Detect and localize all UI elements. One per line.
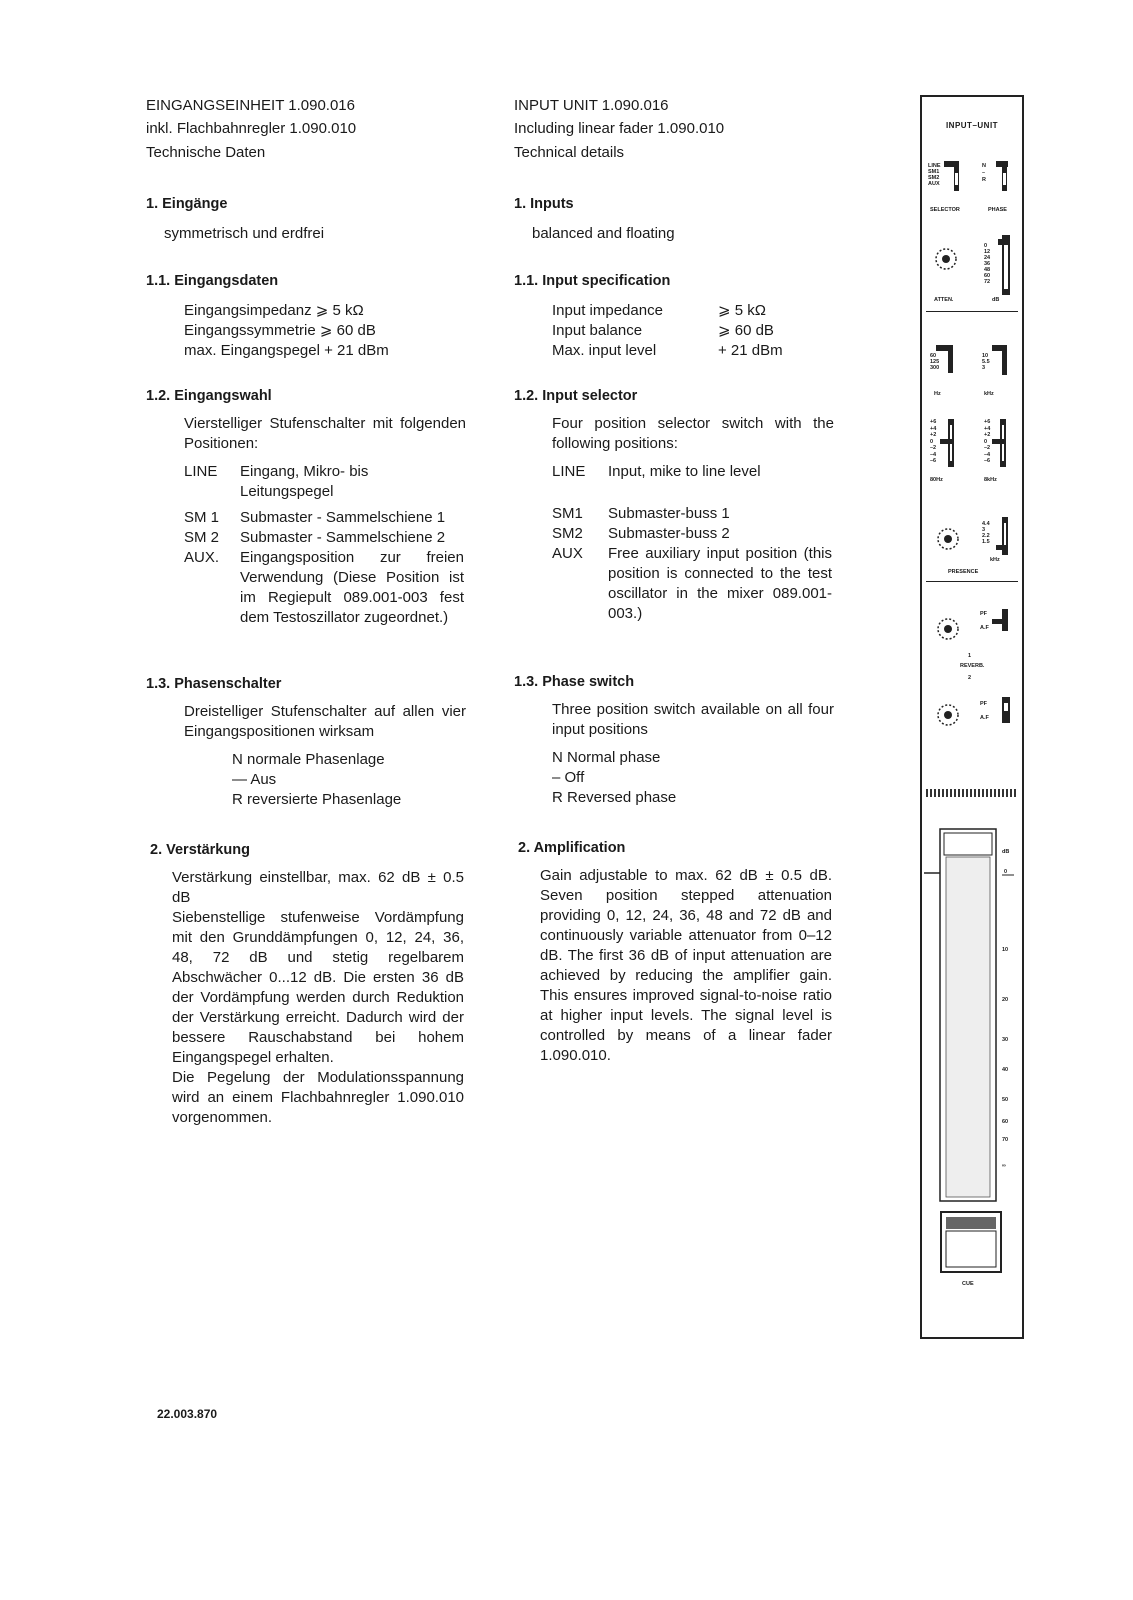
presence-knob-icon (926, 517, 972, 563)
reverb-number-2: 2 (968, 675, 972, 681)
de-section-1-2-intro: Vierstelliger Stufenschalter mit folgenden Positionen: (184, 415, 466, 452)
de-selector-row: SM 2 Submaster - Sammelschiene 2 (184, 529, 446, 546)
selector-label: SELECTOR (930, 207, 960, 213)
de-phase-reversed: R reversierte Phasenlage (232, 791, 402, 808)
eq-high-label: 8kHz (984, 477, 997, 483)
attenuator-knob-icon (926, 237, 966, 281)
de-section-2-heading: 2. Verstärkung (150, 842, 250, 858)
de-section-1-2 (146, 386, 486, 628)
en-section-2-heading: 2. Amplification (518, 840, 626, 856)
attenuator-slider-icon (998, 235, 1014, 297)
fader-scale-inf: ∞ (1002, 1163, 1006, 1169)
atten-unit-label: dB (992, 297, 1000, 303)
de-section-1-body: symmetrisch und erdfrei (164, 225, 325, 242)
fader-scale-50: 50 (1002, 1097, 1009, 1103)
de-phase-normal: N normale Phasenlage (232, 751, 385, 768)
cue-button-icon (940, 1211, 1002, 1275)
de-section-1-3-heading: 1.3. Phasenschalter (146, 676, 282, 692)
de-selector-row: AUX. Eingangsposition zur freien Verwendung (Diese Position ist im Regiepult 089.001-003 fest dem Testoszillator zugeordnet.) (184, 549, 464, 626)
presence-values: 4.4 3 2.2 1.5 (982, 521, 990, 545)
en-title: INPUT UNIT 1.090.016 (514, 97, 669, 114)
panel-title: INPUT–UNIT (945, 121, 999, 130)
atten-label: ATTEN. (934, 297, 954, 303)
de-section-1-heading: 1. Eingänge (146, 196, 228, 212)
eq-slider-icon (922, 417, 1022, 469)
en-section-1-3-intro: Three position switch available on all four input positions (552, 701, 834, 738)
reverb-1-af: A.F (980, 625, 989, 631)
fader-scale-40: 40 (1002, 1067, 1009, 1073)
en-section-1-body: balanced and floating (532, 225, 675, 242)
en-phase-normal: N Normal phase (552, 749, 661, 766)
en-selector-row: SM2 Submaster-buss 2 (552, 525, 730, 542)
fader-scale-0: 0 (1004, 869, 1008, 875)
khz-values: 10 5.5 3 (982, 353, 990, 371)
eq-low-label: 80Hz (930, 477, 943, 483)
reverb-label: REVERB. (960, 663, 985, 669)
reverb-1-knob-icon (926, 607, 972, 653)
phase-options: N – R (982, 163, 986, 183)
khz-label: kHz (984, 391, 994, 397)
presence-khz-label: kHz (990, 557, 1000, 563)
de-selector-row: SM 1 Submaster - Sammelschiene 1 (184, 509, 446, 526)
fader-scale-70: 70 (1002, 1137, 1009, 1143)
en-section-1-2 (514, 386, 854, 624)
en-selector-row: LINE Input, mike to line level (552, 463, 761, 480)
attenuator-values: 0 12 24 36 48 60 72 (984, 243, 991, 285)
de-section-1-3 (146, 674, 486, 810)
en-phase-reversed: R Reversed phase (552, 789, 677, 806)
en-spec-row: Max. input level + 21 dBm (552, 342, 783, 359)
panel-divider (926, 581, 1018, 582)
en-section-1-2-heading: 1.2. Input selector (514, 388, 638, 404)
reverb-1-switch-icon (992, 607, 1014, 633)
de-subtitle: inkl. Flachbahnregler 1.090.010 (146, 120, 357, 137)
en-section-1-3-heading: 1.3. Phase switch (514, 674, 635, 690)
de-section-1-1-heading: 1.1. Eingangsdaten (146, 273, 279, 289)
en-section-1-2-intro: Four position selector switch with the following positions: (552, 415, 834, 452)
de-input-impedance: Eingangsimpedanz ⩾ 5 kΩ (184, 302, 364, 319)
eq-low-scale: +6 +4 +2 0 –2 –4 –6 (930, 419, 937, 464)
en-spec-row: Input impedance ⩾ 5 kΩ (552, 302, 766, 319)
de-subtitle2: Technische Daten (146, 144, 266, 161)
en-selector-row: AUX Free auxiliary input position (this position is connected to the test oscillator in the mixer 089.001-003.) (552, 545, 832, 622)
fader-scale-10: 10 (1002, 947, 1009, 953)
selector-switch-icon (922, 157, 1022, 199)
fader-unit: dB (1002, 849, 1010, 855)
filter-switch-icon (922, 341, 1022, 379)
en-selector-row: SM1 Submaster-buss 1 (552, 505, 730, 522)
en-section-2 (518, 838, 858, 1066)
reverb-2-pf: PF (980, 701, 988, 707)
de-section-2-p3: Die Pegelung der Modulationsspannung wird an einem Flachbahnregler 1.090.010 vorgenommen. (172, 1069, 464, 1126)
panel-divider (926, 311, 1018, 312)
de-section-1-2-heading: 1.2. Eingangswahl (146, 388, 272, 404)
presence-label: PRESENCE (948, 569, 979, 575)
reverb-2-switch-icon (994, 697, 1016, 725)
input-unit-panel (920, 95, 1024, 1339)
en-section-2-p1: Gain adjustable to max. 62 dB ± 0.5 dB. Seven position stepped attenuation providing 0, 12, 24, 36, 48 and 72 dB and continuously variable attenuator from 0–12 dB. The first 36 dB of input attenuation are achieved by reducing the amplifier gain. This ensures improved signal-to-noise ratio at higher input levels. The signal level is controlled by means of a linear fader 1.090.010. (540, 867, 832, 1064)
de-section-2-p1: Verstärkung einstellbar, max. 62 dB ± 0.5 dB (172, 869, 464, 906)
document-number: 22.003.870 (157, 1407, 218, 1421)
de-section-1 (146, 194, 486, 244)
de-section-1-3-intro: Dreistelliger Stufenschalter auf allen vier Eingangspositionen wirksam (184, 703, 466, 740)
fader-scale-20: 20 (1002, 997, 1009, 1003)
en-section-1-1 (514, 271, 854, 361)
eq-high-scale: +6 +4 +2 0 –2 –4 –6 (984, 419, 991, 464)
en-section-1 (514, 194, 854, 244)
de-phase-off: — Aus (232, 771, 277, 788)
selector-options: LINE SM1 SM2 AUX (928, 163, 941, 187)
de-selector-row: LINE Eingang, Mikro- bis Leitungspegel (184, 463, 369, 500)
en-spec-row: Input balance ⩾ 60 dB (552, 322, 774, 339)
fader-track-icon (922, 827, 1022, 1207)
fader-scale-60: 60 (1002, 1119, 1009, 1125)
presence-slider-icon (996, 517, 1014, 557)
hz-label: Hz (934, 391, 941, 397)
de-input-balance: Eingangssymmetrie ⩾ 60 dB (184, 322, 376, 339)
en-section-1-3 (514, 672, 854, 808)
cue-label: CUE (962, 1281, 974, 1287)
reverb-2-af: A.F (980, 715, 989, 721)
en-section-1-heading: 1. Inputs (514, 196, 574, 212)
reverb-number-1: 1 (968, 653, 972, 659)
panel-separator (926, 789, 1018, 797)
reverb-2-knob-icon (926, 693, 972, 739)
reverb-1-pf: PF (980, 611, 988, 617)
de-section-2 (150, 840, 490, 1128)
de-section-1-1 (146, 271, 486, 361)
de-input-level: max. Eingangspegel + 21 dBm (184, 342, 389, 359)
de-section-2-p2: Siebenstellige stufenweise Vordämpfung mit den Grunddämpfungen 0, 12, 24, 36, 48, 72 dB und stetig regelbarem Abschwächer 0...12 dB. Die ersten 36 dB der Vordämpfung werden durch Reduktion der Verstärkung erreicht. Dadurch wird der bessere Rauschabstand bei hohem Eingangspegel erhalten. (172, 909, 464, 1066)
de-title: EINGANGSEINHEIT 1.090.016 (146, 97, 355, 114)
phase-label: PHASE (988, 207, 1007, 213)
en-phase-off: – Off (552, 769, 585, 786)
en-subtitle: Including linear fader 1.090.010 (514, 120, 725, 137)
fader-scale-30: 30 (1002, 1037, 1009, 1043)
en-section-1-1-heading: 1.1. Input specification (514, 273, 671, 289)
hz-values: 60 125 300 (930, 353, 940, 371)
en-subtitle2: Technical details (514, 144, 625, 161)
